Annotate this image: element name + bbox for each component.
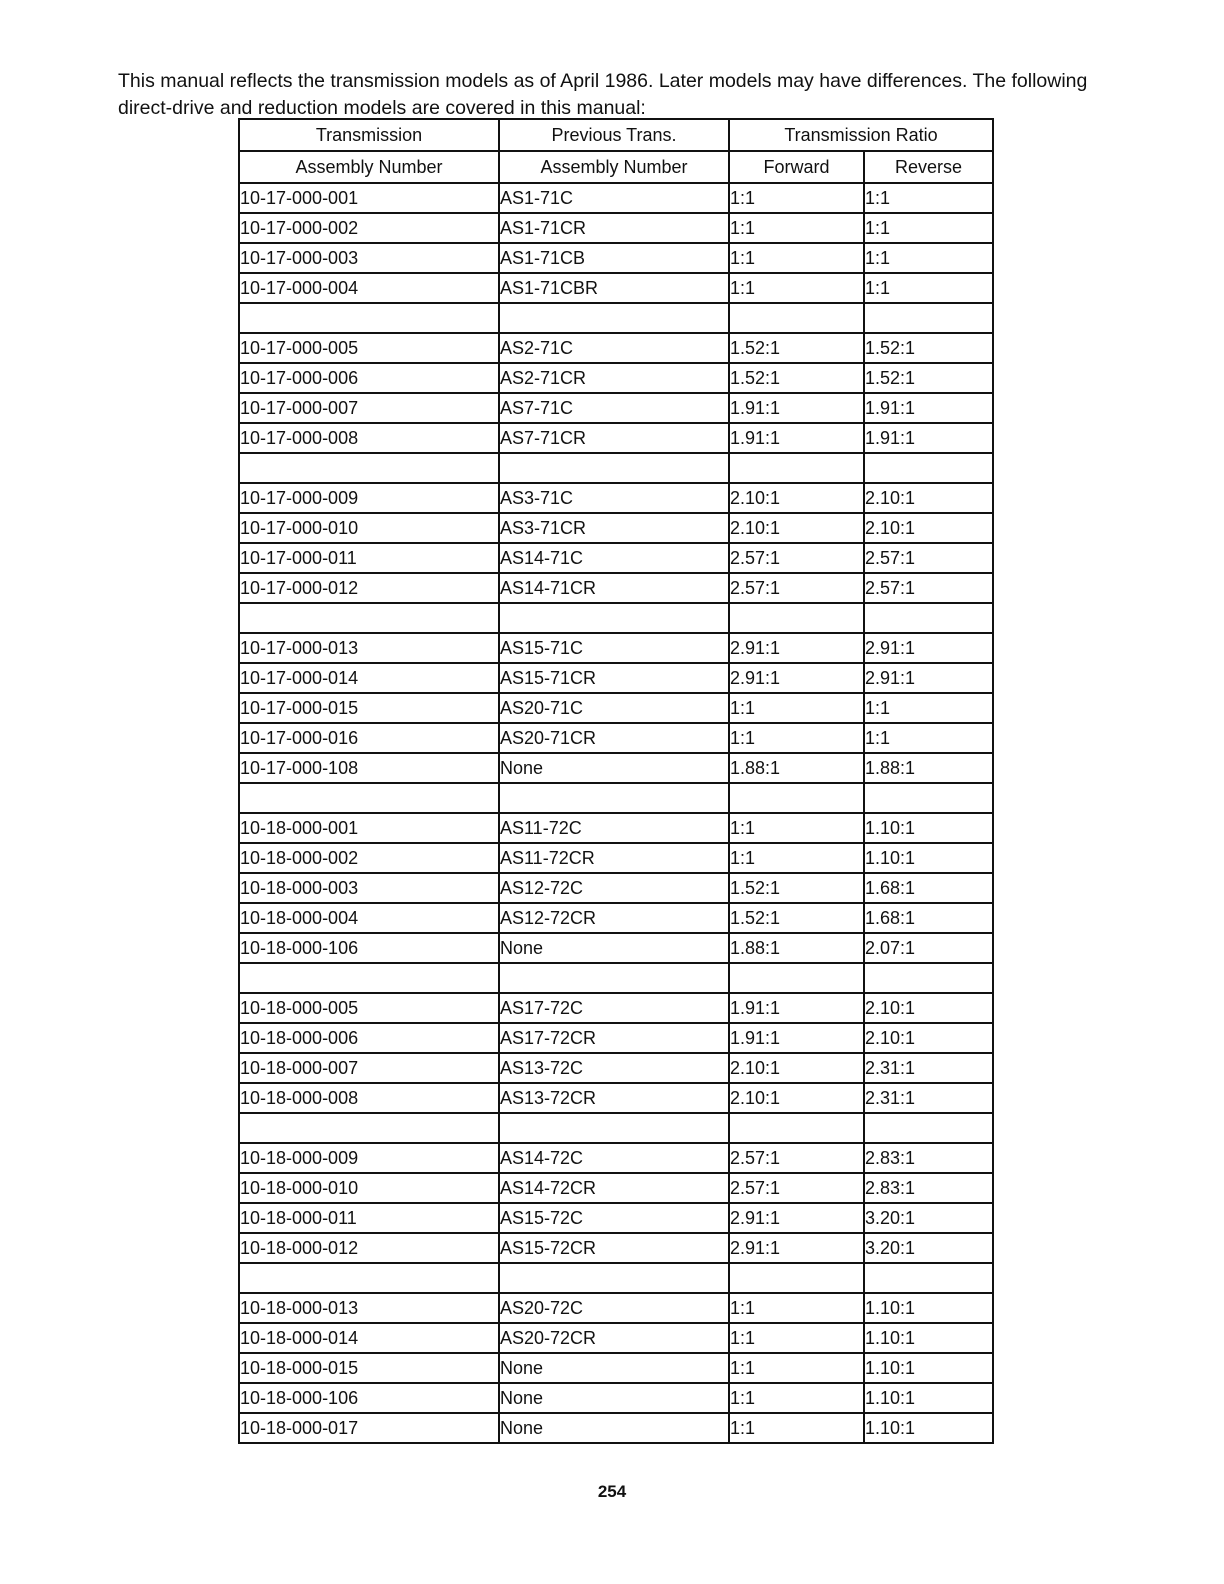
forward-ratio-cell: 1.52:1	[729, 873, 864, 903]
reverse-ratio-cell: 2.83:1	[864, 1173, 993, 1203]
table-row	[239, 363, 993, 393]
table-row	[239, 1323, 993, 1353]
forward-ratio-cell: 1.88:1	[729, 753, 864, 783]
previous-assembly-cell: AS15-72CR	[499, 1233, 729, 1263]
header-forward: Forward	[729, 151, 864, 183]
reverse-ratio-cell: 1.10:1	[864, 1293, 993, 1323]
assembly-number-cell: 10-17-000-016	[239, 723, 499, 753]
forward-ratio-cell: 1.88:1	[729, 933, 864, 963]
reverse-ratio-cell: 1.68:1	[864, 873, 993, 903]
assembly-number-cell: 10-18-000-005	[239, 993, 499, 1023]
forward-ratio-cell: 1.52:1	[729, 333, 864, 363]
table-row	[239, 483, 993, 513]
table-row	[239, 843, 993, 873]
table-row	[239, 1233, 993, 1263]
assembly-number-cell: 10-18-000-013	[239, 1293, 499, 1323]
reverse-ratio-cell: 1.52:1	[864, 333, 993, 363]
previous-assembly-cell: AS14-71CR	[499, 573, 729, 603]
table-row	[239, 1053, 993, 1083]
separator-row	[239, 603, 993, 633]
forward-ratio-cell: 1:1	[729, 1353, 864, 1383]
reverse-ratio-cell: 1.91:1	[864, 423, 993, 453]
table-row	[239, 753, 993, 783]
empty-cell	[499, 783, 729, 813]
reverse-ratio-cell: 1.10:1	[864, 1353, 993, 1383]
assembly-number-cell: 10-17-000-008	[239, 423, 499, 453]
reverse-ratio-cell: 2.57:1	[864, 543, 993, 573]
previous-assembly-cell: AS15-71CR	[499, 663, 729, 693]
assembly-number-cell: 10-18-000-002	[239, 843, 499, 873]
forward-ratio-cell: 2.57:1	[729, 573, 864, 603]
table-row	[239, 1353, 993, 1383]
header-previous-trans: Previous Trans.	[499, 119, 729, 151]
table-row	[239, 903, 993, 933]
assembly-number-cell: 10-18-000-011	[239, 1203, 499, 1233]
previous-assembly-cell: AS1-71CB	[499, 243, 729, 273]
empty-cell	[499, 963, 729, 993]
assembly-number-cell: 10-18-000-004	[239, 903, 499, 933]
assembly-number-cell: 10-18-000-106	[239, 933, 499, 963]
forward-ratio-cell: 1:1	[729, 213, 864, 243]
assembly-number-cell: 10-17-000-003	[239, 243, 499, 273]
table-row	[239, 693, 993, 723]
assembly-number-cell: 10-17-000-002	[239, 213, 499, 243]
previous-assembly-cell: AS13-72CR	[499, 1083, 729, 1113]
forward-ratio-cell: 1.52:1	[729, 903, 864, 933]
previous-assembly-cell: AS17-72CR	[499, 1023, 729, 1053]
table-row	[239, 1173, 993, 1203]
assembly-number-cell: 10-17-000-010	[239, 513, 499, 543]
assembly-number-cell: 10-18-000-017	[239, 1413, 499, 1443]
separator-row	[239, 963, 993, 993]
previous-assembly-cell: AS1-71CBR	[499, 273, 729, 303]
forward-ratio-cell: 1.91:1	[729, 393, 864, 423]
intro-paragraph: This manual reflects the transmission models as of April 1986. Later models may have differences. The following direct-drive and reduction models are covered in this manual:	[118, 69, 1088, 119]
reverse-ratio-cell: 1.88:1	[864, 753, 993, 783]
forward-ratio-cell: 2.91:1	[729, 663, 864, 693]
previous-assembly-cell: AS11-72C	[499, 813, 729, 843]
header-transmission-ratio: Transmission Ratio	[729, 119, 993, 151]
previous-assembly-cell: None	[499, 753, 729, 783]
table-row	[239, 873, 993, 903]
empty-cell	[239, 963, 499, 993]
forward-ratio-cell: 2.57:1	[729, 1173, 864, 1203]
forward-ratio-cell: 1:1	[729, 243, 864, 273]
previous-assembly-cell: AS17-72C	[499, 993, 729, 1023]
empty-cell	[864, 783, 993, 813]
previous-assembly-cell: AS2-71C	[499, 333, 729, 363]
previous-assembly-cell: None	[499, 933, 729, 963]
reverse-ratio-cell: 2.07:1	[864, 933, 993, 963]
reverse-ratio-cell: 2.57:1	[864, 573, 993, 603]
previous-assembly-cell: AS20-72C	[499, 1293, 729, 1323]
empty-cell	[499, 303, 729, 333]
table-row	[239, 1383, 993, 1413]
empty-cell	[864, 453, 993, 483]
empty-cell	[729, 453, 864, 483]
forward-ratio-cell: 1:1	[729, 273, 864, 303]
previous-assembly-cell: None	[499, 1353, 729, 1383]
previous-assembly-cell: AS2-71CR	[499, 363, 729, 393]
assembly-number-cell: 10-17-000-007	[239, 393, 499, 423]
previous-assembly-cell: AS1-71CR	[499, 213, 729, 243]
assembly-number-cell: 10-18-000-007	[239, 1053, 499, 1083]
reverse-ratio-cell: 1:1	[864, 273, 993, 303]
reverse-ratio-cell: 1.10:1	[864, 843, 993, 873]
table-row	[239, 1023, 993, 1053]
previous-assembly-cell: AS14-72CR	[499, 1173, 729, 1203]
assembly-number-cell: 10-17-000-006	[239, 363, 499, 393]
previous-assembly-cell: AS7-71CR	[499, 423, 729, 453]
empty-cell	[729, 603, 864, 633]
table-row	[239, 543, 993, 573]
separator-row	[239, 783, 993, 813]
forward-ratio-cell: 1:1	[729, 1323, 864, 1353]
forward-ratio-cell: 1:1	[729, 723, 864, 753]
reverse-ratio-cell: 1.10:1	[864, 1383, 993, 1413]
forward-ratio-cell: 1:1	[729, 183, 864, 213]
forward-ratio-cell: 2.91:1	[729, 633, 864, 663]
previous-assembly-cell: AS3-71CR	[499, 513, 729, 543]
table-row	[239, 1413, 993, 1443]
separator-row	[239, 1263, 993, 1293]
assembly-number-cell: 10-17-000-011	[239, 543, 499, 573]
reverse-ratio-cell: 2.10:1	[864, 483, 993, 513]
table-row	[239, 1293, 993, 1323]
reverse-ratio-cell: 1.68:1	[864, 903, 993, 933]
reverse-ratio-cell: 1.10:1	[864, 1413, 993, 1443]
assembly-number-cell: 10-18-000-006	[239, 1023, 499, 1053]
empty-cell	[499, 1113, 729, 1143]
reverse-ratio-cell: 2.31:1	[864, 1083, 993, 1113]
forward-ratio-cell: 1:1	[729, 813, 864, 843]
forward-ratio-cell: 2.57:1	[729, 543, 864, 573]
assembly-number-cell: 10-18-000-010	[239, 1173, 499, 1203]
previous-assembly-cell: AS20-72CR	[499, 1323, 729, 1353]
previous-assembly-cell: None	[499, 1413, 729, 1443]
previous-assembly-cell: AS3-71C	[499, 483, 729, 513]
header-assembly-number: Assembly Number	[239, 151, 499, 183]
table-row	[239, 423, 993, 453]
reverse-ratio-cell: 1.91:1	[864, 393, 993, 423]
assembly-number-cell: 10-17-000-005	[239, 333, 499, 363]
assembly-number-cell: 10-17-000-108	[239, 753, 499, 783]
header-reverse: Reverse	[864, 151, 993, 183]
empty-cell	[864, 603, 993, 633]
assembly-number-cell: 10-18-000-106	[239, 1383, 499, 1413]
table-row	[239, 723, 993, 753]
table-row	[239, 663, 993, 693]
table-row	[239, 633, 993, 663]
previous-assembly-cell: AS1-71C	[499, 183, 729, 213]
reverse-ratio-cell: 1.52:1	[864, 363, 993, 393]
transmission-models-table	[238, 118, 994, 1444]
assembly-number-cell: 10-18-000-001	[239, 813, 499, 843]
reverse-ratio-cell: 2.91:1	[864, 663, 993, 693]
reverse-ratio-cell: 2.31:1	[864, 1053, 993, 1083]
empty-cell	[729, 963, 864, 993]
forward-ratio-cell: 2.91:1	[729, 1203, 864, 1233]
reverse-ratio-cell: 1:1	[864, 213, 993, 243]
empty-cell	[239, 1113, 499, 1143]
assembly-number-cell: 10-17-000-014	[239, 663, 499, 693]
assembly-number-cell: 10-17-000-015	[239, 693, 499, 723]
empty-cell	[729, 303, 864, 333]
header-row-top	[239, 119, 993, 151]
previous-assembly-cell: AS13-72C	[499, 1053, 729, 1083]
empty-cell	[239, 453, 499, 483]
reverse-ratio-cell: 3.20:1	[864, 1203, 993, 1233]
previous-assembly-cell: AS11-72CR	[499, 843, 729, 873]
empty-cell	[864, 303, 993, 333]
empty-cell	[729, 1263, 864, 1293]
previous-assembly-cell: AS14-71C	[499, 543, 729, 573]
header-transmission: Transmission	[239, 119, 499, 151]
assembly-number-cell: 10-17-000-009	[239, 483, 499, 513]
table-row	[239, 513, 993, 543]
forward-ratio-cell: 1:1	[729, 1413, 864, 1443]
previous-assembly-cell: AS20-71CR	[499, 723, 729, 753]
assembly-number-cell: 10-18-000-015	[239, 1353, 499, 1383]
forward-ratio-cell: 1:1	[729, 693, 864, 723]
reverse-ratio-cell: 1:1	[864, 183, 993, 213]
reverse-ratio-cell: 2.10:1	[864, 513, 993, 543]
empty-cell	[239, 1263, 499, 1293]
empty-cell	[499, 453, 729, 483]
empty-cell	[729, 1113, 864, 1143]
table-row	[239, 813, 993, 843]
empty-cell	[499, 603, 729, 633]
table-row	[239, 1203, 993, 1233]
separator-row	[239, 453, 993, 483]
forward-ratio-cell: 1.91:1	[729, 993, 864, 1023]
reverse-ratio-cell: 2.83:1	[864, 1143, 993, 1173]
previous-assembly-cell: AS20-71C	[499, 693, 729, 723]
reverse-ratio-cell: 3.20:1	[864, 1233, 993, 1263]
reverse-ratio-cell: 2.10:1	[864, 993, 993, 1023]
previous-assembly-cell: AS15-72C	[499, 1203, 729, 1233]
reverse-ratio-cell: 1:1	[864, 243, 993, 273]
table-row	[239, 333, 993, 363]
assembly-number-cell: 10-17-000-013	[239, 633, 499, 663]
reverse-ratio-cell: 2.10:1	[864, 1023, 993, 1053]
table-row	[239, 933, 993, 963]
forward-ratio-cell: 2.10:1	[729, 1053, 864, 1083]
forward-ratio-cell: 1:1	[729, 843, 864, 873]
table-body	[239, 183, 993, 1443]
table-row	[239, 213, 993, 243]
forward-ratio-cell: 2.57:1	[729, 1143, 864, 1173]
previous-assembly-cell: AS12-72CR	[499, 903, 729, 933]
table-row	[239, 1083, 993, 1113]
empty-cell	[239, 603, 499, 633]
assembly-number-cell: 10-18-000-009	[239, 1143, 499, 1173]
table-row	[239, 183, 993, 213]
assembly-number-cell: 10-18-000-003	[239, 873, 499, 903]
table-row	[239, 1143, 993, 1173]
previous-assembly-cell: None	[499, 1383, 729, 1413]
assembly-number-cell: 10-17-000-012	[239, 573, 499, 603]
table-row	[239, 273, 993, 303]
forward-ratio-cell: 1:1	[729, 1383, 864, 1413]
empty-cell	[864, 1263, 993, 1293]
empty-cell	[729, 783, 864, 813]
empty-cell	[864, 1113, 993, 1143]
empty-cell	[239, 303, 499, 333]
forward-ratio-cell: 1:1	[729, 1293, 864, 1323]
table-row	[239, 573, 993, 603]
assembly-number-cell: 10-18-000-014	[239, 1323, 499, 1353]
table-row	[239, 993, 993, 1023]
previous-assembly-cell: AS15-71C	[499, 633, 729, 663]
reverse-ratio-cell: 1.10:1	[864, 813, 993, 843]
forward-ratio-cell: 1.52:1	[729, 363, 864, 393]
reverse-ratio-cell: 2.91:1	[864, 633, 993, 663]
assembly-number-cell: 10-18-000-008	[239, 1083, 499, 1113]
previous-assembly-cell: AS12-72C	[499, 873, 729, 903]
table-row	[239, 393, 993, 423]
assembly-number-cell: 10-17-000-004	[239, 273, 499, 303]
header-row-bottom	[239, 151, 993, 183]
separator-row	[239, 1113, 993, 1143]
reverse-ratio-cell: 1.10:1	[864, 1323, 993, 1353]
header-previous-assembly-number: Assembly Number	[499, 151, 729, 183]
table-row	[239, 243, 993, 273]
empty-cell	[239, 783, 499, 813]
forward-ratio-cell: 2.10:1	[729, 513, 864, 543]
page-number: 254	[597, 1482, 627, 1501]
assembly-number-cell: 10-17-000-001	[239, 183, 499, 213]
empty-cell	[499, 1263, 729, 1293]
previous-assembly-cell: AS7-71C	[499, 393, 729, 423]
separator-row	[239, 303, 993, 333]
previous-assembly-cell: AS14-72C	[499, 1143, 729, 1173]
forward-ratio-cell: 2.10:1	[729, 1083, 864, 1113]
forward-ratio-cell: 2.10:1	[729, 483, 864, 513]
reverse-ratio-cell: 1:1	[864, 693, 993, 723]
forward-ratio-cell: 1.91:1	[729, 1023, 864, 1053]
forward-ratio-cell: 2.91:1	[729, 1233, 864, 1263]
empty-cell	[864, 963, 993, 993]
forward-ratio-cell: 1.91:1	[729, 423, 864, 453]
assembly-number-cell: 10-18-000-012	[239, 1233, 499, 1263]
reverse-ratio-cell: 1:1	[864, 723, 993, 753]
